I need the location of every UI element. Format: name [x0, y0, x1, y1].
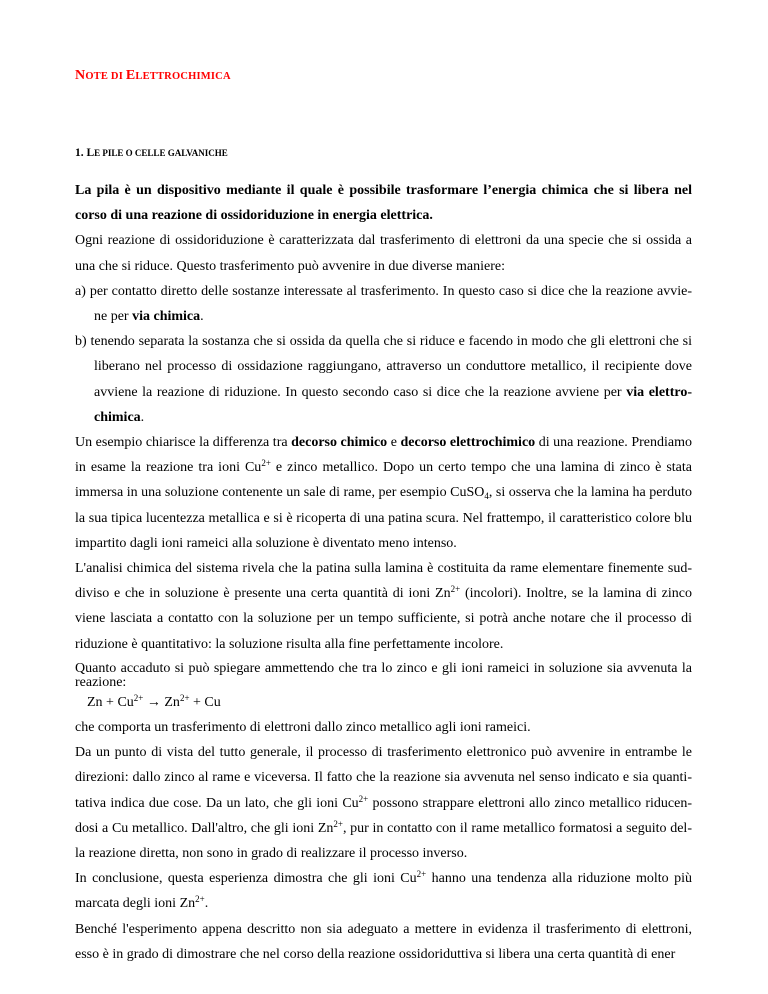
text-run: possono strappare elettroni allo zinco metallico riducendosi a Cu metallico. Dall'altro, che gli ioni Zn [75, 795, 692, 836]
text-run: Da un punto di vista del tutto generale, il processo di trasferimento elettronico può avvenire in entrambe le direzioni: dallo zinco al rame e viceversa. Il fatto che la reazione sia avvenuta nel senso indicato e sia quantitativa indica due cose. Da un lato, che gli ioni Cu [75, 745, 692, 811]
lead-paragraph: La pila è un dispositivo mediante il quale è possibile trasformare l’energia chimica che si libera nel corso di una reazione di ossidoriduzione in energia elettrica. [75, 183, 692, 224]
paragraph: Quanto accaduto si può spiegare ammettendo che tra lo zinco e gli ioni rameici in soluzione sia avvenuta la reazione: [75, 660, 692, 690]
title-part: LETTROCHIMICA [135, 71, 231, 82]
keyword: via elettrochimica [94, 384, 692, 425]
title-part: E [125, 68, 136, 83]
paragraph [75, 556, 692, 657]
superscript: 2+ [261, 458, 271, 469]
text-run: , pur in contatto con il rame metallico formatosi a seguito della reazione diretta, non sono in grado di realizzare il processo inverso. [75, 820, 692, 862]
subscript: 4 [484, 491, 489, 502]
text-run: (incolori). Inoltre, se la lamina di zinco viene lasciata a contatto con la soluzione per un tempo sufficiente, si potrà anche notare che il processo di riduzione è quantitativo: la soluzione risulta alla fine perfettamente incolore. [75, 586, 692, 652]
text-run: In conclusione, questa esperienza dimostra che gli ioni Cu [75, 871, 417, 887]
equation-part: → Zn [143, 694, 180, 710]
keyword: decorso chimico [291, 435, 388, 451]
superscript: 2+ [179, 692, 190, 703]
equation [75, 690, 692, 715]
superscript: 2+ [195, 894, 205, 905]
text-run: di una reazione. Prendiamo in esame la reazione tra ioni Cu [75, 435, 693, 476]
list-item-text: b) tenendo separata la sostanza che si ossida da quella che si riduce e facendo in modo che gli elettroni che si liberano nel processo di ossidazione raggiungano, attraverso un conduttore metallico, il recipiente dove avviene la reazione di riduzione. In questo secondo caso si dice che la reazione avviene per [75, 334, 692, 400]
title-part: OTE DI [85, 71, 126, 82]
superscript: 2+ [450, 584, 461, 595]
list-item-b [75, 329, 692, 430]
superscript: 2+ [358, 793, 369, 804]
section-heading-part: 1. L [75, 147, 95, 159]
paragraph [75, 430, 692, 556]
list-item-a [75, 279, 692, 329]
section-heading [75, 147, 228, 159]
text-run: e zinco metallico. Dopo un certo tempo che una lamina di zinco è stata immersa in una soluzione contenente un sale di rame, per esempio CuSO [75, 460, 692, 501]
paragraph [75, 740, 692, 866]
section-heading-part: E PILE O CELLE GALVANICHE [94, 148, 228, 158]
text-run: . [204, 896, 209, 912]
document-title [75, 68, 231, 84]
list-item-text: . [140, 409, 145, 425]
superscript: 2+ [416, 869, 427, 880]
title-part: N [75, 68, 86, 83]
list-item-text: a) per contatto diretto delle sostanze interessate al trasferimento. In questo caso si dice che la reazione avviene per [75, 283, 692, 325]
equation-part: Zn + Cu [87, 694, 134, 710]
keyword: via chimica [132, 309, 201, 325]
text-run: Un esempio chiarisce la differenza tra [75, 435, 292, 451]
text-run: hanno una tendenza alla riduzione molto più marcata degli ioni Zn [75, 871, 692, 912]
list-item-text: . [200, 309, 204, 325]
paragraph: che comporta un trasferimento di elettroni dallo zinco metallico agli ioni rameici. [75, 720, 531, 736]
equation-part: + Cu [189, 694, 221, 710]
paragraph: Ogni reazione di ossidoriduzione è caratterizzata dal trasferimento di elettroni da una specie che si ossida a una che si riduce. Questo trasferimento può avvenire in due diverse maniere: [75, 233, 692, 274]
paragraph [75, 866, 692, 916]
document-body [75, 178, 692, 967]
superscript: 2+ [333, 818, 343, 829]
paragraph: Benché l'esperimento appena descritto non sia adeguato a mettere in evidenza il trasferimento di elettroni, esso è in grado di dimostrare che nel corso della reazione ossidoriduttiva si libera una certa quantità di ener [75, 921, 692, 962]
text-run: , si osserva che la lamina ha perduto la sua tipica lucentezza metallica e si è ricoperta di una patina scura. Nel frattempo, il caratteristico colore blu impartito dagli ioni rameici alla soluzione è diventato meno intenso. [75, 485, 692, 551]
keyword: decorso elettrochimico [400, 435, 536, 451]
text-run: e [387, 435, 401, 451]
text-run: L'analisi chimica del sistema rivela che la patina sulla lamina è costituita da rame elementare finemente suddiviso e che in soluzione è presente una certa quantità di ioni Zn [75, 561, 692, 602]
superscript: 2+ [133, 692, 144, 703]
